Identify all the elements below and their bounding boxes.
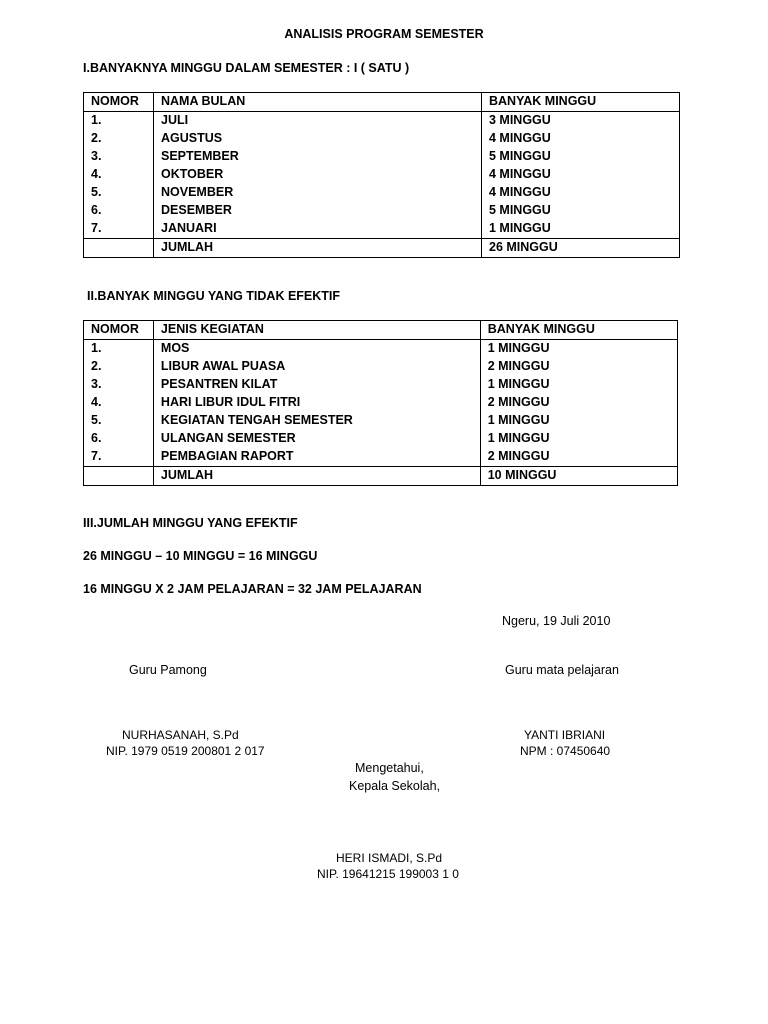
table-row [84,376,678,394]
table-row [84,394,678,412]
cell: MOS [153,340,480,359]
header-cell: BANYAK MINGGU [480,321,677,340]
header-cell: BANYAK MINGGU [482,93,680,112]
cell: 2. [84,130,154,148]
table-row [84,358,678,376]
section2-heading: II.BANYAK MINGGU YANG TIDAK EFEKTIF [87,289,341,303]
cell: 2 MINGGU [480,358,677,376]
table-row [84,184,680,202]
left-signer-name: NURHASANAH, S.Pd [122,728,239,742]
cell: 3. [84,376,154,394]
cell: JULI [154,112,482,131]
total-value: 10 MINGGU [480,467,677,486]
cell: 4 MINGGU [482,130,680,148]
cell: 2 MINGGU [480,448,677,467]
table-row [84,430,678,448]
calculation-line-2: 16 MINGGU X 2 JAM PELAJARAN = 32 JAM PELAJARAN [83,582,422,596]
cell: 1. [84,340,154,359]
headmaster-id: NIP. 19641215 199003 1 0 [317,867,459,881]
cell [84,467,154,486]
cell: 5 MINGGU [482,148,680,166]
cell: 5 MINGGU [482,202,680,220]
cell: OKTOBER [154,166,482,184]
total-label: JUMLAH [154,239,482,258]
cell: KEGIATAN TENGAH SEMESTER [153,412,480,430]
section1-heading: I.BANYAKNYA MINGGU DALAM SEMESTER : I ( SATU ) [83,61,410,75]
cell: 5. [84,412,154,430]
cell: 1 MINGGU [480,430,677,448]
header-cell: NOMOR [84,93,154,112]
header-cell: NAMA BULAN [154,93,482,112]
cell: JANUARI [154,220,482,239]
total-label: JUMLAH [153,467,480,486]
total-value: 26 MINGGU [482,239,680,258]
cell: 4 MINGGU [482,166,680,184]
cell: 4. [84,166,154,184]
acknowledge-label: Mengetahui, [355,761,424,775]
table-row [84,340,678,359]
headmaster-role: Kepala Sekolah, [349,779,441,793]
table-header-row [84,321,678,340]
cell: AGUSTUS [154,130,482,148]
table-total-row [84,239,680,258]
header-cell: NOMOR [84,321,154,340]
cell: 4 MINGGU [482,184,680,202]
header-cell: JENIS KEGIATAN [153,321,480,340]
table-row [84,130,680,148]
cell: 2. [84,358,154,376]
document-title: ANALISIS PROGRAM SEMESTER [284,27,484,41]
cell: 3 MINGGU [482,112,680,131]
place-date: Ngeru, 19 Juli 2010 [502,614,611,628]
calculation-line-1: 26 MINGGU – 10 MINGGU = 16 MINGGU [83,549,318,563]
cell: HARI LIBUR IDUL FITRI [153,394,480,412]
non-effective-table [83,320,678,486]
cell: PEMBAGIAN RAPORT [153,448,480,467]
table-row [84,220,680,239]
cell: 4. [84,394,154,412]
table-total-row [84,467,678,486]
cell: 2 MINGGU [480,394,677,412]
cell: 1 MINGGU [480,340,677,359]
table-header-row [84,93,680,112]
right-signer-role: Guru mata pelajaran [505,663,619,677]
cell: DESEMBER [154,202,482,220]
months-table [83,92,680,258]
cell: LIBUR AWAL PUASA [153,358,480,376]
right-signer-id: NPM : 07450640 [520,744,611,758]
headmaster-name: HERI ISMADI, S.Pd [336,851,443,865]
cell: 1 MINGGU [482,220,680,239]
left-signer-id: NIP. 1979 0519 200801 2 017 [106,744,265,758]
cell: 5. [84,184,154,202]
section3-heading: III.JUMLAH MINGGU YANG EFEKTIF [83,516,298,530]
table-row [84,412,678,430]
table-row [84,112,680,131]
cell: 6. [84,430,154,448]
cell: 7. [84,448,154,467]
right-signer-name: YANTI IBRIANI [524,728,606,742]
cell: 7. [84,220,154,239]
cell: 6. [84,202,154,220]
left-signer-role: Guru Pamong [129,663,207,677]
cell: NOVEMBER [154,184,482,202]
table-row [84,448,678,467]
table-row [84,166,680,184]
table-row [84,202,680,220]
cell: SEPTEMBER [154,148,482,166]
cell: PESANTREN KILAT [153,376,480,394]
cell [84,239,154,258]
cell: 1. [84,112,154,131]
cell: 1 MINGGU [480,412,677,430]
table-row [84,148,680,166]
cell: 1 MINGGU [480,376,677,394]
cell: 3. [84,148,154,166]
cell: ULANGAN SEMESTER [153,430,480,448]
